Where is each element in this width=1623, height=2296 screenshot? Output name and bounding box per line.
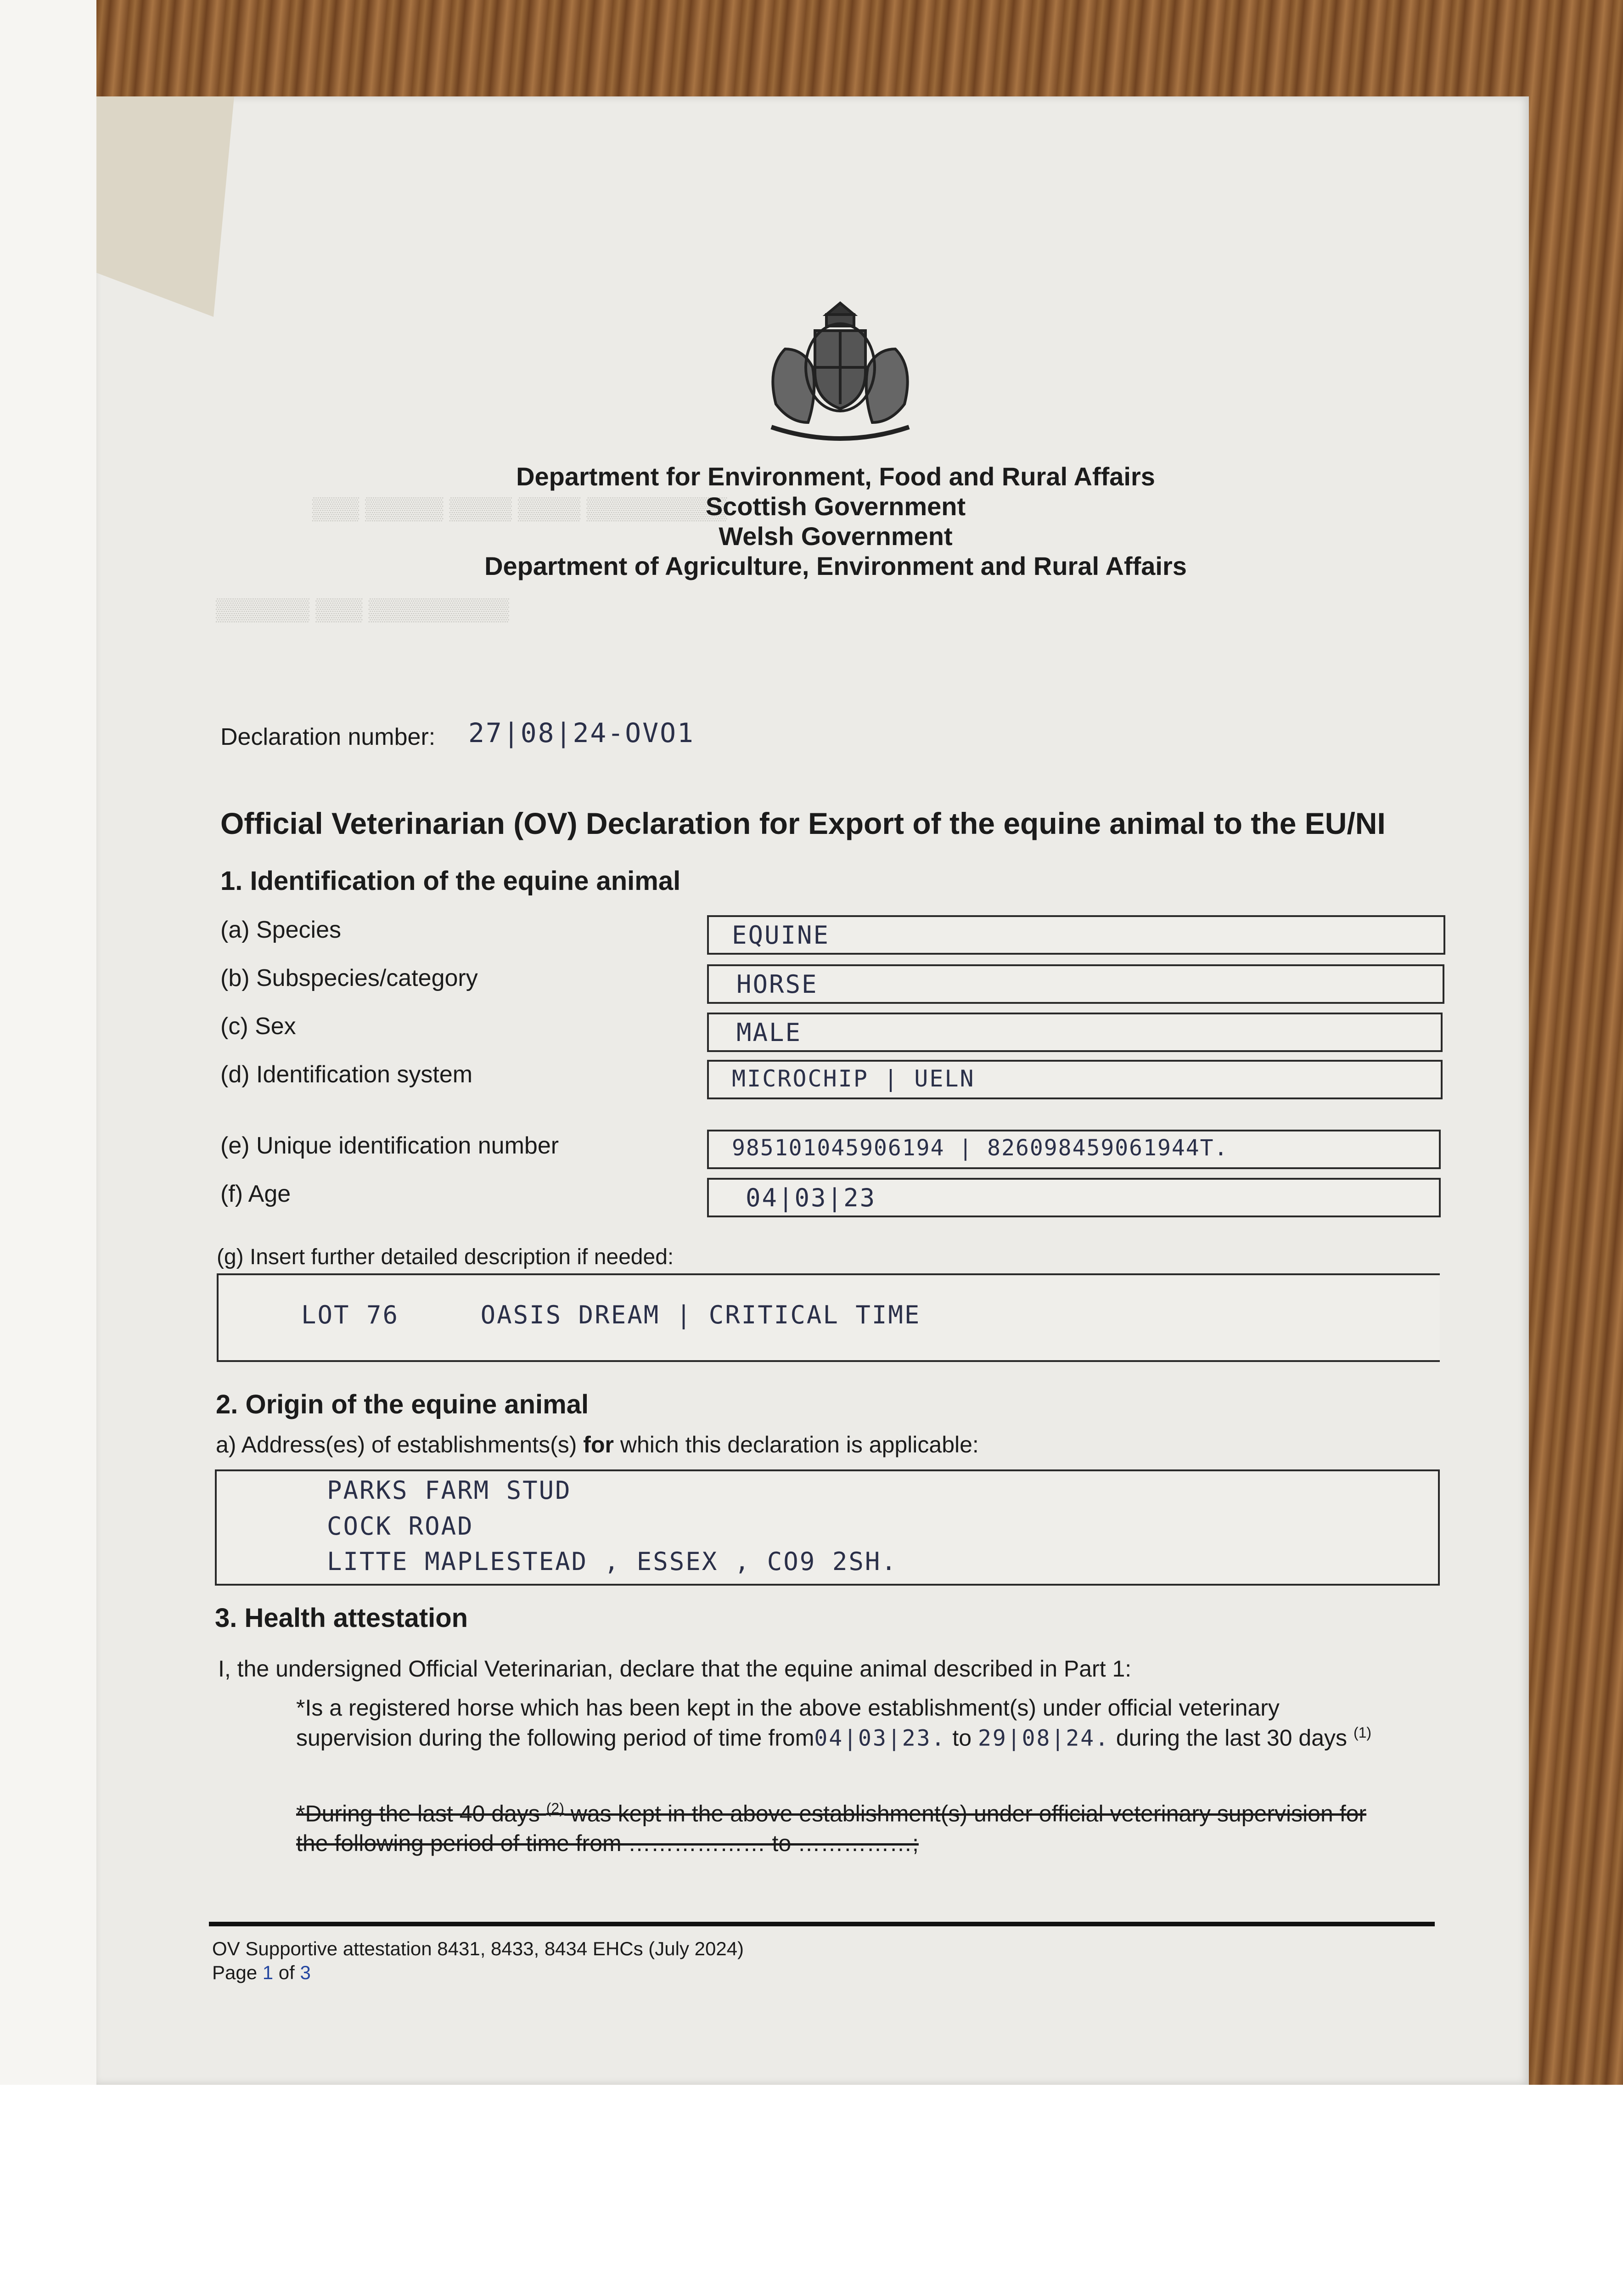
- species-label: (a) Species: [220, 917, 341, 943]
- species-field[interactable]: [707, 915, 1445, 955]
- attestation-para1-line1: *Is a registered horse which has been kept in the above establishment(s) under official veterinary: [296, 1695, 1280, 1721]
- department-scottish-government: Scottish Government: [705, 492, 966, 521]
- royal-coat-of-arms-icon: [753, 294, 927, 450]
- attestation-para2-line1: *During the last 40 days $^{(2)}$ was kept in the above establishment(s) under official veterinary supervision for: [296, 1800, 1367, 1827]
- address-line-3: LITTE MAPLESTEAD , ESSEX , CO9 2SH.: [327, 1547, 898, 1576]
- department-defra: Department for Environment, Food and Rural Affairs: [516, 462, 1155, 491]
- description-label: (g) Insert further detailed description if needed:: [217, 1245, 674, 1269]
- declaration-number-label: Declaration number:: [220, 724, 436, 750]
- page-background-bottom: [0, 2085, 1623, 2296]
- subspecies-label: (b) Subspecies/category: [220, 965, 478, 991]
- unique-id-field[interactable]: [707, 1130, 1441, 1169]
- unique-id-label: (e) Unique identification number: [220, 1132, 559, 1159]
- age-label: (f) Age: [220, 1181, 291, 1207]
- address-line-2: COCK ROAD: [327, 1512, 474, 1541]
- section2-heading: 2. Origin of the equine animal: [216, 1390, 589, 1419]
- species-value: EQUINE: [732, 921, 830, 950]
- sex-field[interactable]: [707, 1013, 1443, 1052]
- unique-id-value: 985101045906194 | 826098459061944T.: [732, 1135, 1229, 1161]
- address-field[interactable]: [215, 1469, 1440, 1586]
- period-to-value: 29|08|24.: [977, 1725, 1110, 1751]
- show-through-text: ▒▒▒▒▒▒ ▒▒▒ ▒▒▒▒▒▒▒▒▒: [216, 597, 509, 622]
- footer-attestation-ref: OV Supportive attestation 8431, 8433, 8434 EHCs (July 2024): [212, 1938, 744, 1959]
- footer-divider: [209, 1922, 1435, 1926]
- attestation-para1-line2: supervision during the following period of time from04|03|23. to 29|08|24. during the last 30 days $^{(1)}$: [296, 1724, 1372, 1751]
- description-field[interactable]: [217, 1273, 1440, 1362]
- department-welsh-government: Welsh Government: [719, 522, 953, 551]
- description-value: LOT 76 OASIS DREAM | CRITICAL TIME: [301, 1300, 921, 1329]
- health-intro: I, the undersigned Official Veterinarian, declare that the equine animal described in Part 1:: [218, 1656, 1132, 1682]
- footer-page-number: Page 1 of 3: [212, 1962, 311, 1983]
- subspecies-value: HORSE: [736, 970, 818, 999]
- id-system-field[interactable]: [707, 1060, 1443, 1099]
- page-margin-left: [0, 0, 96, 2085]
- document-title: Official Veterinarian (OV) Declaration for Export of the equine animal to the EU/NI: [220, 806, 1386, 840]
- period-from-value: 04|03|23.: [814, 1725, 946, 1751]
- section1-heading: 1. Identification of the equine animal: [220, 866, 681, 896]
- id-system-value: MICROCHIP | UELN: [732, 1065, 975, 1092]
- address-line-1: PARKS FARM STUD: [327, 1476, 572, 1505]
- sex-label: (c) Sex: [220, 1013, 296, 1040]
- id-system-label: (d) Identification system: [220, 1061, 473, 1088]
- sex-value: MALE: [736, 1018, 802, 1047]
- subspecies-field[interactable]: [707, 964, 1444, 1004]
- age-field[interactable]: [707, 1178, 1441, 1217]
- age-value: 04|03|23: [746, 1183, 876, 1212]
- section2-instruction: a) Address(es) of establishments(s) for which this declaration is applicable:: [216, 1432, 979, 1458]
- show-through-text: ▒▒▒ ▒▒▒▒▒ ▒▒▒▒ ▒▒▒▒ ▒▒▒▒▒▒▒▒▒: [312, 496, 727, 521]
- attestation-para2-line2: the following period of time from ……………… to ……………;: [296, 1830, 919, 1856]
- declaration-number-value: 27|08|24-OVO1: [468, 717, 695, 748]
- department-daera: Department of Agriculture, Environment and Rural Affairs: [484, 551, 1187, 580]
- section3-heading: 3. Health attestation: [215, 1603, 468, 1633]
